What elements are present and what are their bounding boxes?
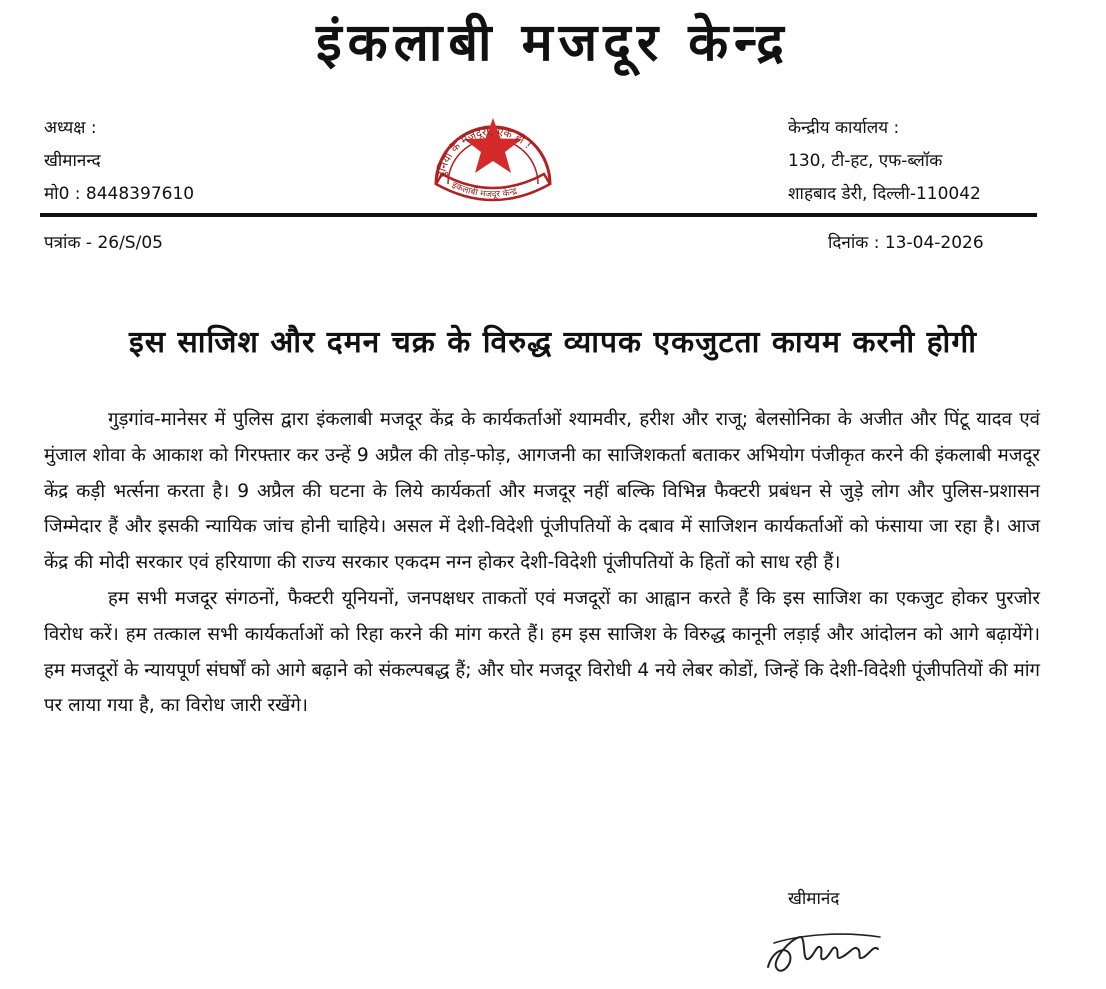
office-info — [788, 112, 981, 211]
body-paragraph: गुड़गांव-मानेसर में पुलिस द्वारा इंकलाबी मजदूर केंद्र के कार्यकर्ताओं श्यामवीर, हरीश और राजू; बेलसोनिका के अजीत और पिंटू यादव एवं मुंजाल शोवा के आकाश को गिरफ्तार कर उन्हें 9 अप्रैल की तोड़-फोड़, आगजनी का साजिशकर्ता बताकर अभियोग पंजीकृत करने की इंकलाबी मजदूर केंद्र कड़ी भर्त्सना करता है। 9 अप्रैल की घटना के लिये कार्यकर्ता और मजदूर नहीं बल्कि विभिन्न फैक्टरी प्रबंधन से जुड़े लोग और पुलिस-प्रशासन जिम्मेदार हैं और इसकी न्यायिक जांच होनी चाहिये। असल में देशी-विदेशी पूंजीपतियों के दबाव में साजिशन कार्यकर्ताओं को फंसाया जा रहा है। आज केंद्र की मोदी सरकार एवं हरियाणा की राज्य सरकार एकदम नग्न होकर देशी-विदेशी पूंजीपतियों के हितों को साध रही हैं। — [44, 409, 1040, 574]
office-label: केन्द्रीय कार्यालय : — [788, 118, 900, 138]
letter-headline: इस साजिश और दमन चक्र के विरुद्ध व्यापक एकजुटता कायम करनी होगी — [129, 325, 977, 360]
letter-body — [44, 402, 1040, 724]
president-name: खीमानन्द — [44, 151, 101, 171]
letter-date: दिनांक : 13-04-2026 — [828, 233, 984, 253]
organization-title: इंकलाबी मजदूर केन्द्र — [316, 13, 790, 73]
president-role: अध्यक्ष : — [44, 118, 97, 138]
body-paragraph: हम सभी मजदूर संगठनों, फैक्टरी यूनियनों, जनपक्षधर ताकतों एवं मजदूरों का आह्वान करते हैं कि इस साजिश का एकजुट होकर पुरजोर विरोध करें। हम तत्काल सभी कार्यकर्ताओं को रिहा करने की मांग करते हैं। हम इस साजिश के विरुद्ध कानूनी लड़ाई और आंदोलन को आगे बढ़ायेंगे। हम मजदूरों के न्यायपूर्ण संघर्षों को आगे बढ़ाने को संकल्पबद्ध हैं; और घोर मजदूर विरोधी 4 नये लेबर कोडों, जिन्हें कि देशी-विदेशी पूंजीपतियों की मांग पर लाया गया है, का विरोध जारी रखेंगे। — [44, 587, 1040, 717]
logo-top-text: दुनिया के मजदूरों, एक हो ! — [434, 124, 535, 179]
header-divider — [40, 213, 1037, 217]
signature-icon — [760, 915, 900, 985]
office-address-line1: 130, टी-हट, एफ-ब्लॉक — [788, 151, 943, 171]
organization-logo-icon — [418, 84, 568, 218]
office-address-line2: शाहबाद डेरी, दिल्ली-110042 — [788, 184, 981, 204]
president-mobile: मो0 : 8448397610 — [44, 184, 195, 204]
logo-bottom-text: इंकलाबी मजदूर केन्द्र — [450, 180, 519, 201]
reference-number: पत्रांक - 26/S/05 — [44, 233, 163, 253]
president-info — [44, 112, 194, 211]
signer-name: खीमानंद — [788, 889, 840, 909]
